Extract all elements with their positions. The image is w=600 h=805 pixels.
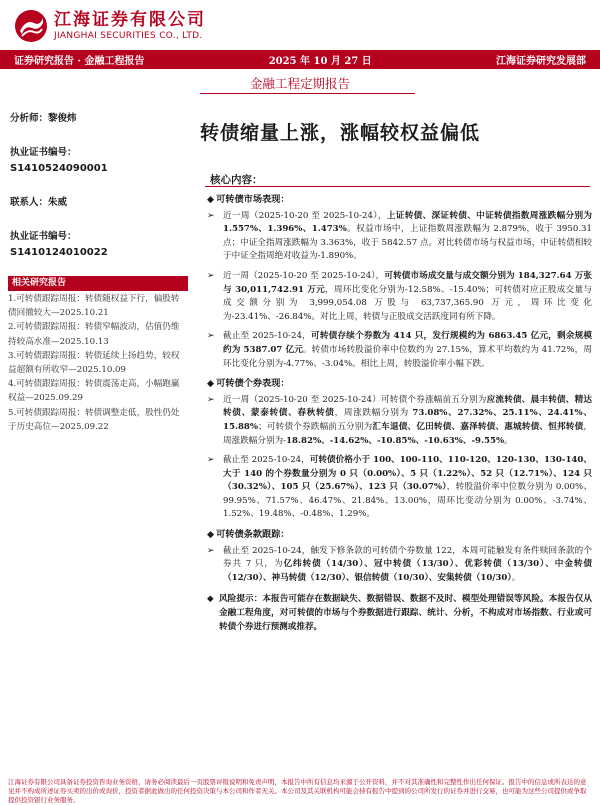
text-segment: 。 [511,572,521,583]
contact-label: 联系人：朱威 [10,197,68,208]
bold-text-segment: 可转债存续个券数为 414 只，发行规模约为 6863.45 亿元，剩余规模约为 5387.07 亿元 [223,331,593,355]
paragraph-text [223,270,592,324]
text-segment: 。权益市场中，上证指数周涨跌幅为 2.879%，收于 3950.31 点；中证全指周涨跌幅为 3.363%，收于 5842.57 点。对比转债市场与权益市场，中证转债相较于中证全指周绝对收益为-1.890%。 [223,224,592,262]
bold-text-segment: 应流转债、晨丰转债、精达转债、蒙泰转债、春秋转债 [223,394,592,419]
risk-warning-text: 风险提示：本报告可能存在数据缺失、数据错误、数据不及时、模型处理错误等风险。本报告仅从金融工程角度，对可转债的市场与个券数据进行跟踪、统计、分析，不构成对市场指数、行业或可转债个券进行预测或推荐。 [219,594,592,632]
paragraph-market-size [207,330,592,371]
text-segment: 。 [504,435,513,446]
related-report-item[interactable]: 4.可转债跟踪周报：转债震荡走高，小幅跑赢权益—2025.09.29 [8,379,180,404]
bold-text-segment: 可转债价格小于 100、100-110、110-120、120-130、130-140、大于 140 的个券数量分别为 0 只（0.00%）、5 只（1.22%）、52 只（12.71%）、124 只（30.32%）、105 只（25.67%）、123 只（30.07%） [223,455,592,493]
contact-cert-number: S1410124010022 [10,247,108,258]
contact-cert-label: 执业证书编号： [10,231,77,242]
section-market-title: ◆ 可转债市场表现： [207,194,290,205]
diamond-bullet-icon: ◆ [207,594,214,605]
paragraph-market-index [207,210,592,264]
diamond-bullet-icon: ◆ [207,529,215,541]
text-segment: 截止至 2025-10-24，触发下修条款的可转债个券数量 122，本周可能触发有条件赎回条款的个券共 7 只，为 [223,545,592,570]
text-segment: 近一周（2025-10-20 至 2025-10-24）， [223,270,385,281]
company-name-cn: 江海证券有限公司 [54,10,206,30]
text-segment: 近一周（2025-10-20 至 2025-10-24）可转债个券涨幅前五分别为 [223,394,487,405]
text-segment: ，周涨跌幅分别为- [223,421,592,446]
bold-text-segment: 73.08%、27.32%、25.11%、24.41%、15.88% [223,408,592,432]
text-segment: ；可转债个券跌幅前五分别为 [258,421,373,432]
bold-text-segment: 18.82%、-14.62%、-10.85%、-10.63%、-9.55% [286,435,505,446]
bold-text-segment: 亿纬转债（14/30）、冠中转债（13/30）、优彩转债（13/30）、中金转债（12/30）、神马转债（12/30）、银信转债（10/30）、安集转债（10/30） [223,559,592,583]
related-reports-header: 相关研究报告 [8,276,188,291]
arrow-bullet-icon: ➢ [207,270,215,281]
arrow-bullet-icon: ➢ [207,210,215,221]
bold-text-segment: 上证转债、深证转债、中证转债指数周涨跌幅分别为 1.557%、1.396%、1.473% [223,210,592,235]
section-terms-title: ◆ 可转债条款跟踪： [207,529,290,541]
arrow-bullet-icon: ➢ [207,545,215,556]
diamond-bullet-icon: ◆ [207,194,215,205]
text-segment: 。转债市场转股溢价率中位数约为 27.15%，算术平均数约为 41.72%，周环比变化分别为-4.77%、-3.04%。相比上周，转股溢价率小幅下跌。 [223,344,592,369]
text-segment: 截止至 2025-10-24， [223,331,311,342]
related-report-item[interactable]: 1.可转债跟踪周报：转债随权益下行，偏股转债回撤较大—2025.10.21 [8,294,180,319]
core-content [207,191,592,634]
paragraph-text [223,394,592,448]
text-segment: ，周涨跌幅分别为 [334,408,413,419]
banner-department: 江海证券研究发展部 [496,56,586,67]
text-segment: 近一周（2025-10-20 至 2025-10-24）， [223,210,387,221]
related-reports-list [8,292,188,434]
risk-warning [207,593,592,634]
report-banner [0,50,600,69]
arrow-bullet-icon: ➢ [207,331,215,342]
banner-date: 2025 年 10 月 27 日 [268,56,372,67]
paragraph-terms [207,545,592,586]
analyst-panel [10,110,185,258]
paragraph-top-movers [207,394,592,448]
paragraph-text [223,210,592,264]
paragraph-text [223,330,592,371]
paragraph-text [223,545,592,586]
company-name-en: JIANGHAI SECURITIES CO., LTD. [54,31,203,41]
analyst-cert-label: 执业证书编号： [10,147,77,158]
report-subtitle: 金融工程定期报告 [249,76,350,91]
text-segment: ，周环比变化分别为-12.58%、-15.40%；可转债对应正股成交量与成交额分别为 3,999,054.08 万股与 63,737,365.90 万元，周环比变化为-23.41%、-26.84%。对比上周，转债与正股成交活跃度同有所下降。 [223,284,592,322]
paragraph-market-volume [207,270,592,324]
subtitle-underline [200,93,415,94]
section-individual-title: ◆ 可转债个券表现： [207,378,290,390]
related-report-item[interactable]: 3.可转债跟踪周报：转债延续上扬趋势，较权益超额有所收窄—2025.10.09 [8,350,180,376]
related-report-item[interactable]: 5.可转债跟踪周报：转债调整走低，股性仍处于历史高位—2025.09.22 [8,407,180,432]
arrow-bullet-icon: ➢ [207,394,215,405]
related-report-item[interactable]: 2.可转债跟踪周报：转债窄幅波动，估值仍维持较高水准—2025.10.13 [8,322,180,347]
analyst-cert-number: S1410524090001 [10,163,108,174]
text-segment: 截止至 2025-10-24， [223,455,310,466]
paragraph-text [223,454,592,522]
core-content-divider [205,186,590,187]
report-title: 转债缩量上涨，涨幅较权益偏低 [200,122,481,144]
company-logo-icon [14,9,48,43]
bold-text-segment: 可转债市场成交量与成交额分别为 184,327.64 万张与 30,011,742.91 万元 [223,270,592,295]
core-content-label: 核心内容： [210,174,263,186]
disclaimer-footer: 江海证券有限公司具备证券投资咨询业务资格，请务必阅读最后一页股票评级说明和免责声明，本报告中所有信息均来源于公开资料，并不对其准确性和完整性作出任何保证。报告中的信息或所表达的意见并不构成所述证券买卖的出价或询价，投资者据此做出的任何投资决策与本公司和作者无关。本公司及其关联机构可能会持有报告中提到的公司所发行的证券并进行交易，也可能为这些公司提供或争取提供投资银行业务服务。 [8,778,587,804]
arrow-bullet-icon: ➢ [207,455,215,466]
bold-text-segment: 汇车退债、亿田转债、嘉泽转债、惠城转债、恒邦转债 [372,421,584,432]
banner-report-type: 证券研究报告 · 金融工程报告 [14,56,145,67]
paragraph-price-distribution [207,454,592,522]
text-segment: ，转股溢价率中位数分别为 0.00%、99.95%、71.57%、46.47%、21.84%、13.00%，周环比变动分别为 0.00%、-3.74%、1.52%、19.48%、-0.48%、1.29%。 [223,482,592,520]
diamond-bullet-icon: ◆ [207,378,215,390]
company-logo [14,6,206,46]
analyst-label: 分析师：黎俊炜 [10,113,77,124]
